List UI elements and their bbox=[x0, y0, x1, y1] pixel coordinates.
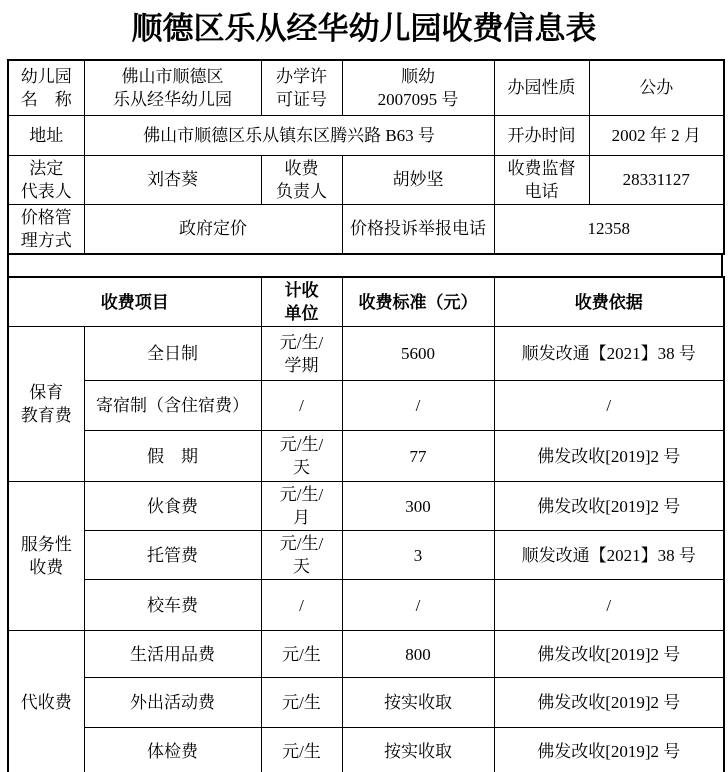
fee-basis: / bbox=[494, 580, 724, 631]
fee-basis: 佛发改收[2019]2 号 bbox=[494, 482, 724, 531]
fee-basis: 顺发改通【2021】38 号 bbox=[494, 531, 724, 580]
fee-group-service: 服务性 收费 bbox=[8, 482, 84, 631]
fee-standard: 3 bbox=[342, 531, 494, 580]
table-row bbox=[8, 115, 724, 155]
fee-row bbox=[8, 631, 724, 678]
fee-row bbox=[8, 728, 724, 772]
fee-unit: / bbox=[261, 381, 342, 431]
fee-item: 托管费 bbox=[84, 531, 261, 580]
fee-row bbox=[8, 381, 724, 431]
fee-row bbox=[8, 327, 724, 381]
fee-standard: 5600 bbox=[342, 327, 494, 381]
page-title: 顺德区乐从经华幼儿园收费信息表 bbox=[131, 11, 597, 46]
fee-item: 校车费 bbox=[84, 580, 261, 631]
fee-item: 体检费 bbox=[84, 728, 261, 772]
fee-unit: 元/生/ 学期 bbox=[261, 327, 342, 381]
fee-basis: 佛发改收[2019]2 号 bbox=[494, 431, 724, 482]
fee-unit: 元/生 bbox=[261, 631, 342, 678]
fee-basis: / bbox=[494, 381, 724, 431]
fee-manager-label: 收费 负责人 bbox=[261, 155, 342, 204]
nature-value: 公办 bbox=[589, 60, 724, 115]
kindergarten-name-value: 佛山市顺德区 乐从经华幼儿园 bbox=[84, 60, 261, 115]
fee-standard: / bbox=[342, 580, 494, 631]
fee-group-collect: 代收费 bbox=[8, 631, 84, 772]
complaint-phone-value: 12358 bbox=[494, 204, 724, 254]
fee-unit: 元/生/ 天 bbox=[261, 431, 342, 482]
fee-unit: 元/生/ 天 bbox=[261, 531, 342, 580]
address-value: 佛山市顺德区乐从镇东区腾兴路 B63 号 bbox=[84, 115, 494, 155]
kindergarten-info-table bbox=[7, 59, 725, 255]
table-spacer bbox=[7, 255, 723, 276]
fee-standard: 800 bbox=[342, 631, 494, 678]
license-number-label: 办学许 可证号 bbox=[261, 60, 342, 115]
header-fee-item: 收费项目 bbox=[8, 277, 261, 327]
fee-item: 外出活动费 bbox=[84, 678, 261, 728]
supervise-phone-label: 收费监督 电话 bbox=[494, 155, 589, 204]
fee-basis: 佛发改收[2019]2 号 bbox=[494, 631, 724, 678]
legal-rep-label: 法定 代表人 bbox=[8, 155, 84, 204]
table-row bbox=[8, 204, 724, 254]
fee-items-table bbox=[7, 276, 725, 772]
fee-standard: 按实收取 bbox=[342, 678, 494, 728]
fee-standard: / bbox=[342, 381, 494, 431]
fee-unit: / bbox=[261, 580, 342, 631]
fee-row bbox=[8, 531, 724, 580]
fee-row bbox=[8, 431, 724, 482]
fee-standard: 按实收取 bbox=[342, 728, 494, 772]
fee-standard: 77 bbox=[342, 431, 494, 482]
fee-item: 生活用品费 bbox=[84, 631, 261, 678]
fee-row bbox=[8, 482, 724, 531]
license-number-value: 顺幼 2007095 号 bbox=[342, 60, 494, 115]
supervise-phone-value: 28331127 bbox=[589, 155, 724, 204]
fee-unit: 元/生 bbox=[261, 728, 342, 772]
kindergarten-name-label: 幼儿园 名 称 bbox=[8, 60, 84, 115]
fee-basis: 顺发改通【2021】38 号 bbox=[494, 327, 724, 381]
fee-item: 寄宿制（含住宿费） bbox=[84, 381, 261, 431]
table-row bbox=[8, 60, 724, 115]
fee-group-care-education: 保育 教育费 bbox=[8, 327, 84, 482]
address-label: 地址 bbox=[8, 115, 84, 155]
fee-basis: 佛发改收[2019]2 号 bbox=[494, 678, 724, 728]
founded-value: 2002 年 2 月 bbox=[589, 115, 724, 155]
price-mgmt-label: 价格管 理方式 bbox=[8, 204, 84, 254]
table-row bbox=[8, 155, 724, 204]
nature-label: 办园性质 bbox=[494, 60, 589, 115]
price-mgmt-value: 政府定价 bbox=[84, 204, 342, 254]
fee-item: 伙食费 bbox=[84, 482, 261, 531]
founded-label: 开办时间 bbox=[494, 115, 589, 155]
fee-unit: 元/生 bbox=[261, 678, 342, 728]
fee-item: 假 期 bbox=[84, 431, 261, 482]
fee-item: 全日制 bbox=[84, 327, 261, 381]
fee-row bbox=[8, 580, 724, 631]
complaint-phone-label: 价格投诉举报电话 bbox=[342, 204, 494, 254]
header-unit: 计收 单位 bbox=[261, 277, 342, 327]
fee-header-row bbox=[8, 277, 724, 327]
fee-basis: 佛发改收[2019]2 号 bbox=[494, 728, 724, 772]
fee-manager-value: 胡妙坚 bbox=[342, 155, 494, 204]
header-standard: 收费标准（元） bbox=[342, 277, 494, 327]
fee-unit: 元/生/ 月 bbox=[261, 482, 342, 531]
fee-standard: 300 bbox=[342, 482, 494, 531]
header-basis: 收费依据 bbox=[494, 277, 724, 327]
fee-row bbox=[8, 678, 724, 728]
legal-rep-value: 刘杏葵 bbox=[84, 155, 261, 204]
